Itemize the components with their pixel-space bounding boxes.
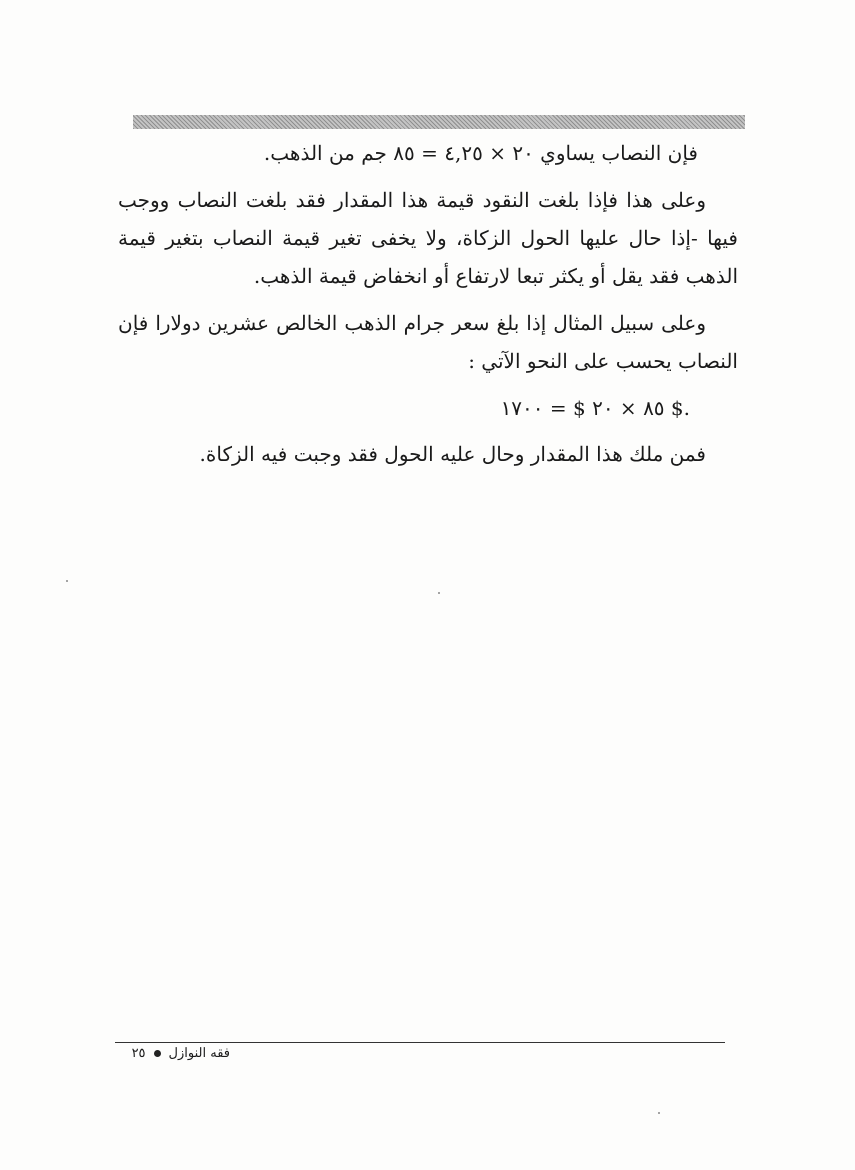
bullet-icon	[154, 1050, 161, 1057]
paragraph-nisab-result: فإن النصاب يساوي ٢٠ × ٤,٢٥ = ٨٥ جم من الذهب.	[263, 141, 698, 165]
scan-speck	[438, 592, 440, 594]
scan-speck	[66, 580, 68, 582]
paragraph-nisab-value	[118, 181, 738, 295]
paragraph-text: وعلى سبيل المثال إذا بلغ سعر جرام الذهب الخالص عشرين دولارا فإن النصاب يحسب على النحو الآتي :	[118, 311, 738, 373]
equation-text: ٨٥ × ٢٠ $ = ١٧٠٠ $.	[500, 396, 690, 420]
footer-rule	[115, 1042, 725, 1043]
footer-book-title: فقه النوازل	[168, 1046, 230, 1061]
body-text	[118, 134, 738, 482]
equation-line	[118, 389, 738, 427]
footer-page-number: ٢٥	[131, 1046, 146, 1061]
paragraph-example	[118, 304, 738, 380]
paragraph-conclusion	[118, 435, 738, 473]
paragraph-text: فمن ملك هذا المقدار وحال عليه الحول فقد وجبت فيه الزكاة.	[199, 442, 706, 466]
page-footer	[100, 1046, 230, 1061]
header-decorative-rule	[133, 115, 745, 129]
paragraph-text: وعلى هذا فإذا بلغت النقود قيمة هذا المقدار فقد بلغت النصاب ووجب فيها -إذا حال عليها الحول الزكاة، ولا يخفى تغير قيمة النصاب بتغير قيمة الذهب فقد يقل أو يكثر تبعا لارتفاع أو انخفاض قيمة الذهب.	[118, 188, 738, 288]
scan-speck	[658, 1112, 660, 1114]
